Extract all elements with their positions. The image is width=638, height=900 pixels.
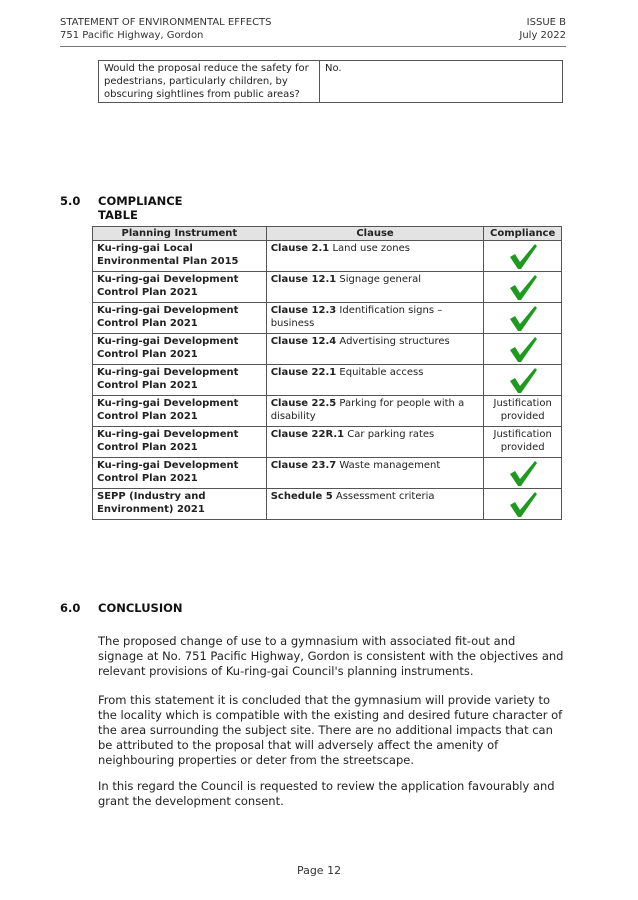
compliance-cell [484,272,562,303]
section-number: 6.0 [60,601,81,615]
table-row [93,272,562,303]
column-header: Planning Instrument [93,227,267,241]
clause-cell [266,396,484,427]
compliance-note: Justification provided [493,398,552,422]
clause-description: Waste management [336,460,441,471]
instrument-cell: Ku-ring-gai Development Control Plan 2021 [93,303,267,334]
clause-description: Car parking rates [344,429,435,440]
compliance-table [92,226,562,520]
check-icon [508,273,538,301]
section-title: CONCLUSION [98,601,183,615]
clause-description: Parking for people with a disability [270,398,465,422]
clause-cell [266,427,484,458]
instrument-cell: Ku-ring-gai Development Control Plan 2021 [93,365,267,396]
table-row [93,489,562,520]
conclusion-paragraph: From this statement it is concluded that the gymnasium will provide variety to the locality which is compatible with the existing and desired future character of the area surrounding the subject site. There are no additional impacts that can be attributed to the proposal that will adversely affect the amenity of neighbouring properties or deter from the streetscape. [98,693,563,767]
table-row [93,458,562,489]
clause-description: Advertising structures [336,336,450,347]
table-row [99,61,563,103]
clause-description: Land use zones [329,243,410,254]
clause-cell [266,365,484,396]
table-row [93,303,562,334]
clause-reference: Clause 22R.1 [270,429,345,440]
instrument-cell: Ku-ring-gai Local Environmental Plan 2015 [93,241,267,272]
clause-reference: Clause 23.7 [270,460,337,471]
clause-description: Identification signs – business [270,305,443,329]
instrument-cell: SEPP (Industry and Environment) 2021 [93,489,267,520]
table-row [93,334,562,365]
check-icon [508,490,538,518]
clause-reference: Clause 12.3 [270,305,337,316]
clause-cell [266,303,484,334]
instrument-cell: Ku-ring-gai Development Control Plan 2021 [93,427,267,458]
header-divider [60,46,566,47]
document-title: STATEMENT OF ENVIRONMENTAL EFFECTS [60,17,272,28]
compliance-cell [484,241,562,272]
instrument-cell: Ku-ring-gai Development Control Plan 2021 [93,458,267,489]
issue-date: July 2022 [519,30,566,41]
clause-reference: Clause 22.5 [270,398,337,409]
check-icon [508,459,538,487]
clause-cell [266,272,484,303]
clause-reference: Clause 12.4 [270,336,337,347]
clause-reference: Clause 2.1 [270,243,330,254]
clause-description: Assessment criteria [332,491,435,502]
check-icon [508,366,538,394]
instrument-cell: Ku-ring-gai Development Control Plan 2021 [93,272,267,303]
document-header-left [60,16,272,42]
compliance-cell [484,334,562,365]
section-number: 5.0 [60,194,81,208]
clause-cell [266,241,484,272]
question-cell: Would the proposal reduce the safety for pedestrians, particularly children, by obscuring sightlines from public areas? [99,61,320,103]
section-title: COMPLIANCE TABLE [98,194,183,222]
compliance-cell [484,396,562,427]
clause-reference: Schedule 5 [270,491,333,502]
table-row [93,427,562,458]
check-icon [508,242,538,270]
clause-reference: Clause 12.1 [270,274,337,285]
document-header-right [519,16,566,42]
table-row [93,396,562,427]
conclusion-paragraph: The proposed change of use to a gymnasium with associated fit-out and signage at No. 751 Pacific Highway, Gordon is consistent with the objectives and relevant provisions of Ku-ring-gai Council's planning instruments. [98,634,564,678]
compliance-cell [484,458,562,489]
compliance-note: Justification provided [493,429,552,453]
column-header: Clause [266,227,484,241]
site-address: 751 Pacific Highway, Gordon [60,30,204,41]
table-row [93,241,562,272]
conclusion-paragraph: In this regard the Council is requested to review the application favourably and grant the development consent. [98,779,555,808]
question-table [98,60,563,103]
column-header: Compliance [484,227,562,241]
clause-cell [266,334,484,365]
instrument-cell: Ku-ring-gai Development Control Plan 2021 [93,396,267,427]
page-number: Page 12 [296,864,342,877]
table-header-row [93,227,562,241]
clause-cell [266,458,484,489]
clause-cell [266,489,484,520]
clause-description: Equitable access [336,367,424,378]
answer-cell: No. [320,61,563,103]
instrument-cell: Ku-ring-gai Development Control Plan 2021 [93,334,267,365]
compliance-cell [484,365,562,396]
compliance-cell [484,303,562,334]
compliance-cell [484,427,562,458]
clause-description: Signage general [336,274,422,285]
check-icon [508,335,538,363]
table-row [93,365,562,396]
clause-reference: Clause 22.1 [270,367,337,378]
issue-label: ISSUE B [526,17,566,28]
compliance-cell [484,489,562,520]
check-icon [508,304,538,332]
